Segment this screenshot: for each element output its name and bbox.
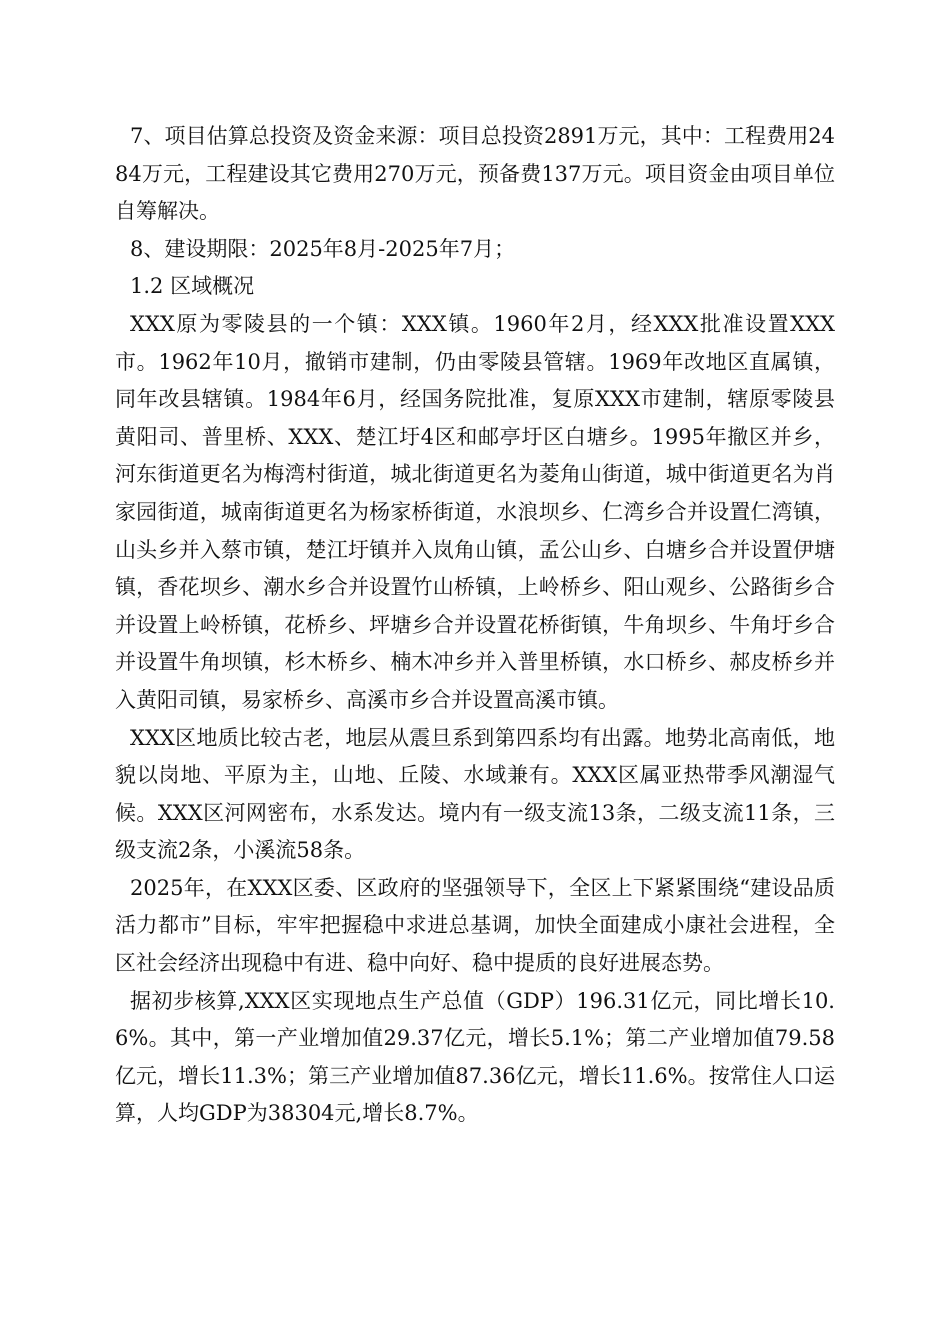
paragraph-investment: 7、项目估算总投资及资金来源：项目总投资2891万元，其中：工程费用2484万元，工程建设其它费用270万元，预备费137万元。项目资金由项目单位自筹解决。 [115,124,835,224]
paragraph-gdp: 据初步核算,XXX区实现地点生产总值（GDP）196.31亿元，同比增长10.6%。其中，第一产业增加值29.37亿元，增长5.1%；第二产业增加值79.58亿元，增长11.3%；第三产业增加值87.36亿元，增长11.6%。按常住人口运算，人均GDP为38304元,增长8.7%。 [115,988,835,1126]
paragraph-history: XXX原为零陵县的一个镇：XXX镇。1960年2月，经XXX批准设置XXX市。1962年10月，撤销市建制，仍由零陵县管辖。1969年改地区直属镇，同年改县辖镇。1984年6月，经国务院批准，复原XXX市建制，辖原零陵县黄阳司、普里桥、XXX、楚江圩4区和邮亭圩区白塘乡。1995年撤区并乡，河东街道更名为梅湾村街道，城北街道更名为菱角山街道，城中街道更名为肖家园街道，城南街道更名为杨家桥街道，水浪坝乡、仁湾乡合并设置仁湾镇，山头乡并入蔡市镇，楚江圩镇并入岚角山镇，孟公山乡、白塘乡合并设置伊塘镇，香花坝乡、潮水乡合并设置竹山桥镇，上岭桥乡、阳山观乡、公路街乡合并设置上岭桥镇，花桥乡、坪塘乡合并设置花桥街镇，牛角坝乡、牛角圩乡合并设置牛角坝镇，杉木桥乡、楠木冲乡并入普里桥镇，水口桥乡、郝皮桥乡并入黄阳司镇，易家桥乡、高溪市乡合并设置高溪市镇。 [115,311,835,712]
paragraph-geography: XXX区地质比较古老，地层从震旦系到第四系均有出露。地势北高南低，地貌以岗地、平原为主，山地、丘陵、水域兼有。XXX区属亚热带季风潮湿气候。XXX区河网密布，水系发达。境内有一级支流13条，二级支流11条，三级支流2条，小溪流58条。 [115,725,835,863]
section-heading-regional-overview: 1.2 区域概况 [130,274,255,299]
paragraph-development: 2025年，在XXX区委、区政府的坚强领导下，全区上下紧紧围绕“建设品质活力都市”目标，牢牢把握稳中求进总基调，加快全面建成小康社会进程，全区社会经济出现稳中有进、稳中向好、稳中提质的良好进展态势。 [115,875,835,976]
paragraph-construction-period: 8、建设期限：2025年8月-2025年7月； [130,236,516,261]
document-body [115,118,835,1133]
